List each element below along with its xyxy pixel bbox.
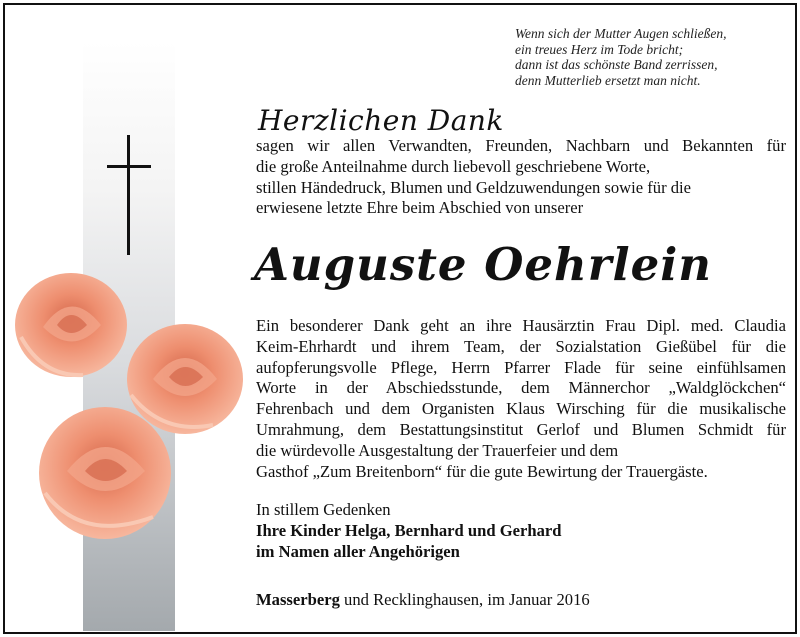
place-bold: Masserberg <box>256 590 340 609</box>
cross-icon <box>107 135 151 255</box>
signature-names: Ihre Kinder Helga, Bernhard und Gerhard <box>256 520 562 540</box>
text-line: die große Anteilnahme durch liebevoll geschriebene Worte, <box>256 156 651 176</box>
place-rest: und Recklinghausen, im Januar 2016 <box>339 590 590 609</box>
poem-line: dann ist das schönste Band zerrissen, <box>515 57 718 72</box>
poem-line: ein treues Herz im Tode bricht; <box>515 41 684 57</box>
intro-paragraph <box>256 136 786 219</box>
poem <box>515 26 726 88</box>
place-date <box>256 590 590 610</box>
text-line: Keim-Ehrhardt und ihrem Team, der Sozialstation Gießübel für die <box>256 336 786 356</box>
signature-opening: In stillem Gedenken <box>256 500 391 519</box>
text-line: erwiesene letzte Ehre beim Abschied von unserer <box>256 198 584 218</box>
signature-block <box>256 500 561 562</box>
thanks-paragraph <box>256 316 786 482</box>
text-line: Fehrenbach und dem Organisten Klaus Wirsching für die musikalische <box>256 399 786 419</box>
text-line: stillen Händedruck, Blumen und Geldzuwendungen sowie für die <box>256 177 692 197</box>
text-line: die würdevolle Ausgestaltung der Trauerfeier und dem <box>256 440 619 460</box>
text-line: sagen wir allen Verwandten, Freunden, Nachbarn und Bekannten für <box>256 136 786 155</box>
poem-line: denn Mutterlieb ersetzt man nicht. <box>515 72 701 88</box>
rose-bottom <box>39 407 171 539</box>
text-line: Umrahmung, dem Bestattungsinstitut Gerlof und Blumen Schmidt für <box>256 419 786 439</box>
text-line: aufopferungsvolle Pflege, Herrn Pfarrer Flade für seine einfühlsamen <box>256 357 786 377</box>
text-line: Ein besonderer Dank geht an ihre Hausärztin Frau Dipl. med. Claudia <box>256 316 786 335</box>
heading-herzlichen-dank: Herzlichen Dank <box>258 104 504 137</box>
poem-line: Wenn sich der Mutter Augen schließen, <box>515 26 727 41</box>
text-line: Gasthof „Zum Breitenborn“ für die gute Bewirtung der Trauergäste. <box>256 461 708 481</box>
rose-top-left <box>15 273 127 377</box>
roses-illustration <box>13 267 245 547</box>
text-line: Worte in der Abschiedsstunde, dem Männerchor „Waldglöckchen“ <box>256 378 786 398</box>
signature-family: im Namen aller Angehörigen <box>256 541 460 561</box>
rose-right <box>127 324 243 434</box>
deceased-name: Auguste Oehrlein <box>254 238 713 291</box>
